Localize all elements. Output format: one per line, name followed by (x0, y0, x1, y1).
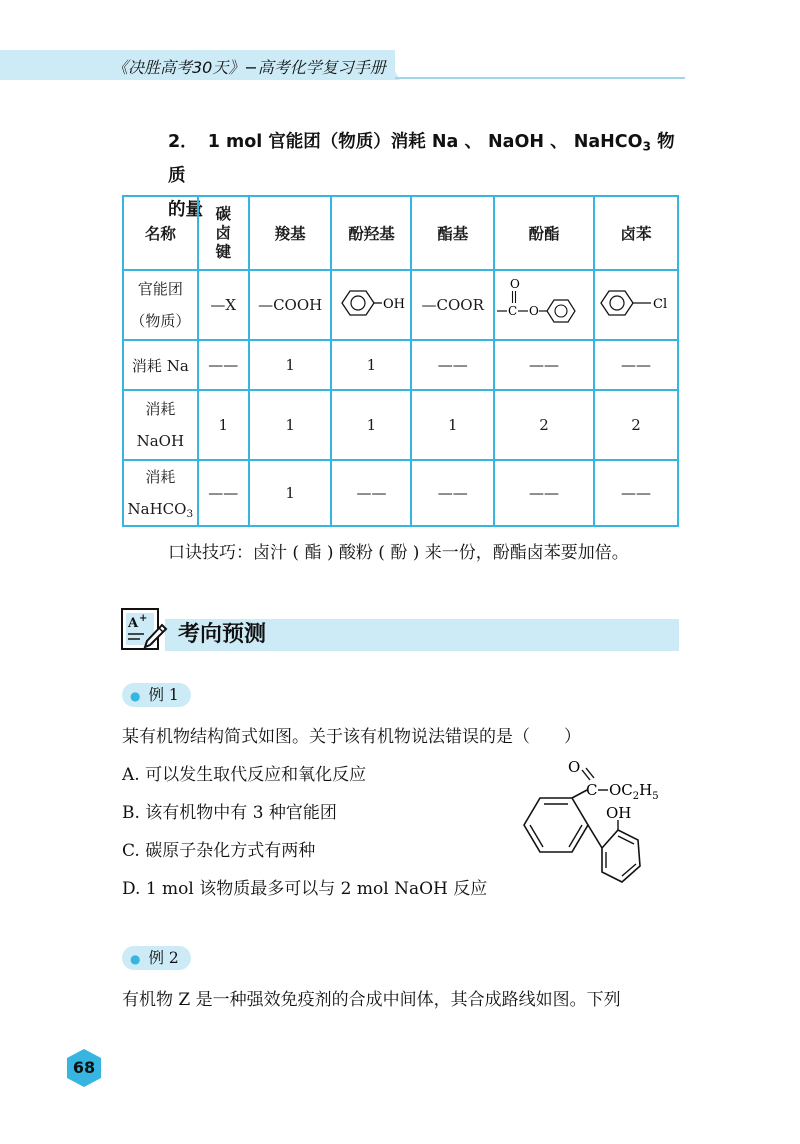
cell-nahco3-halobenzene: —— (594, 460, 678, 526)
header-c-x-line1: 碳 (215, 204, 232, 223)
functional-group-table (122, 195, 679, 527)
kaoxiang-title: 考向预测 (178, 622, 267, 647)
section-title-text: 1 mol 官能团（物质）消耗 Na 、 NaOH 、 NaHCO (207, 132, 643, 152)
row-label-naoh-line2: NaOH (136, 432, 185, 450)
badge-dot-icon: ● (130, 952, 141, 966)
cell-naoh-ester: 1 (411, 390, 494, 460)
cell-na-phenolic-ester: —— (494, 340, 594, 390)
example1-option-d: D. 1 mol 该物质最多可以与 2 mol NaOH 反应 (122, 879, 488, 899)
example1-badge-label: 例 1 (148, 686, 179, 704)
phenol-oh-label: OH (383, 297, 406, 312)
header-c-x-bond (198, 196, 249, 270)
svg-text:A: A (128, 616, 139, 631)
page-number: 68 (72, 1058, 96, 1077)
phenolic-ester-o-top: O (509, 277, 520, 291)
example1-badge (122, 683, 191, 707)
cell-na-carboxyl: 1 (249, 340, 332, 390)
cell-naoh-halobenzene: 2 (594, 390, 678, 460)
cell-naoh-carboxyl: 1 (249, 390, 332, 460)
row-label-naoh (123, 390, 198, 460)
struct-oh-label: OH (606, 804, 632, 822)
row-label-nahco3-line2: NaHCO (127, 500, 187, 518)
cell-naoh-halide: 1 (198, 390, 249, 460)
table-row-nahco3 (123, 460, 678, 526)
cell-group-halobenzene (594, 270, 678, 340)
cell-nahco3-ester: —— (411, 460, 494, 526)
badge-dot-icon: ● (130, 689, 141, 703)
table-row-group (123, 270, 678, 340)
header-ester: 酯基 (411, 196, 494, 270)
cell-na-halide: —— (198, 340, 249, 390)
cell-na-halobenzene: —— (594, 340, 678, 390)
header-phenolic-ester: 酚酯 (494, 196, 594, 270)
example1-option-a: A. 可以发生取代反应和氧化反应 (122, 765, 367, 785)
cell-group-phenolic-ester (494, 270, 594, 340)
cell-na-ester: —— (411, 340, 494, 390)
row-label-nahco3-line1: 消耗 (145, 468, 176, 486)
table-row-na (123, 340, 678, 390)
example1-question: 某有机物结构简式如图。关于该有机物说法错误的是（ ） (122, 727, 581, 747)
cell-naoh-phenol: 1 (331, 390, 411, 460)
cell-nahco3-carboxyl: 1 (249, 460, 332, 526)
example2-badge-label: 例 2 (148, 949, 179, 967)
chlorobenzene-cl-label: Cl (652, 297, 668, 312)
row-label-nahco3-sub: 3 (186, 508, 194, 521)
mnemonic-tip: 口诀技巧：卤汁 ( 酯 ) 酸粉 ( 酚 ) 来一份，酚酯卤苯要加倍。 (168, 543, 629, 563)
row-label-group (123, 270, 198, 340)
cell-naoh-phenolic-ester: 2 (494, 390, 594, 460)
table-row-naoh (123, 390, 678, 460)
cell-nahco3-phenol: —— (331, 460, 411, 526)
row-label-na: 消耗 Na (123, 340, 198, 390)
header-c-x-line3: 键 (215, 242, 232, 261)
cell-nahco3-halide: —— (198, 460, 249, 526)
running-header-title: 《决胜高考30天》−高考化学复习手册 (112, 58, 386, 77)
header-halobenzene: 卤苯 (594, 196, 678, 270)
chlorobenzene-structure-icon (595, 283, 677, 323)
struct-c-label: C (586, 781, 598, 799)
example2-text: 有机物 Z 是一种强效免疫剂的合成中间体，其合成路线如图。下列 (122, 990, 621, 1010)
row-label-group-line2: （物质） (130, 312, 191, 330)
phenolic-ester-structure-icon (495, 273, 593, 333)
cell-group-carboxyl: —COOH (249, 270, 332, 340)
row-label-group-line1: 官能团 (137, 280, 183, 298)
section-title-subscript: 3 (642, 139, 652, 154)
cell-group-halide: —X (198, 270, 249, 340)
phenol-structure-icon (332, 283, 410, 323)
cell-group-ester: —COOR (411, 270, 494, 340)
section-number: 2． (168, 132, 198, 152)
header-carboxyl: 羧基 (249, 196, 332, 270)
example1-option-c: C. 碳原子杂化方式有两种 (122, 841, 316, 861)
section-title-tail: 物质 (168, 132, 675, 186)
header-c-x-line2: 卤 (215, 223, 232, 242)
struct-ester-label: $OC_2H_5$ (609, 781, 659, 802)
table-header-row (123, 196, 678, 270)
example1-option-b: B. 该有机物中有 3 种官能团 (122, 803, 337, 823)
header-name: 名称 (123, 196, 198, 270)
example2-badge (122, 946, 191, 970)
row-label-naoh-line1: 消耗 (145, 400, 176, 418)
header-rule (395, 77, 685, 79)
phenolic-ester-c: C (507, 304, 518, 318)
phenolic-ester-o-bridge: O (528, 304, 539, 318)
cell-na-phenol: 1 (331, 340, 411, 390)
header-phenolic-hydroxyl: 酚羟基 (331, 196, 411, 270)
exam-pencil-icon (120, 605, 168, 653)
row-label-nahco3 (123, 460, 198, 526)
cell-nahco3-phenolic-ester: —— (494, 460, 594, 526)
cell-group-phenol (331, 270, 411, 340)
svg-text:+: + (139, 613, 148, 624)
example1-structure-diagram (510, 760, 700, 900)
section-title-line2: 的量 (168, 200, 203, 220)
struct-o-label: O (568, 760, 581, 776)
